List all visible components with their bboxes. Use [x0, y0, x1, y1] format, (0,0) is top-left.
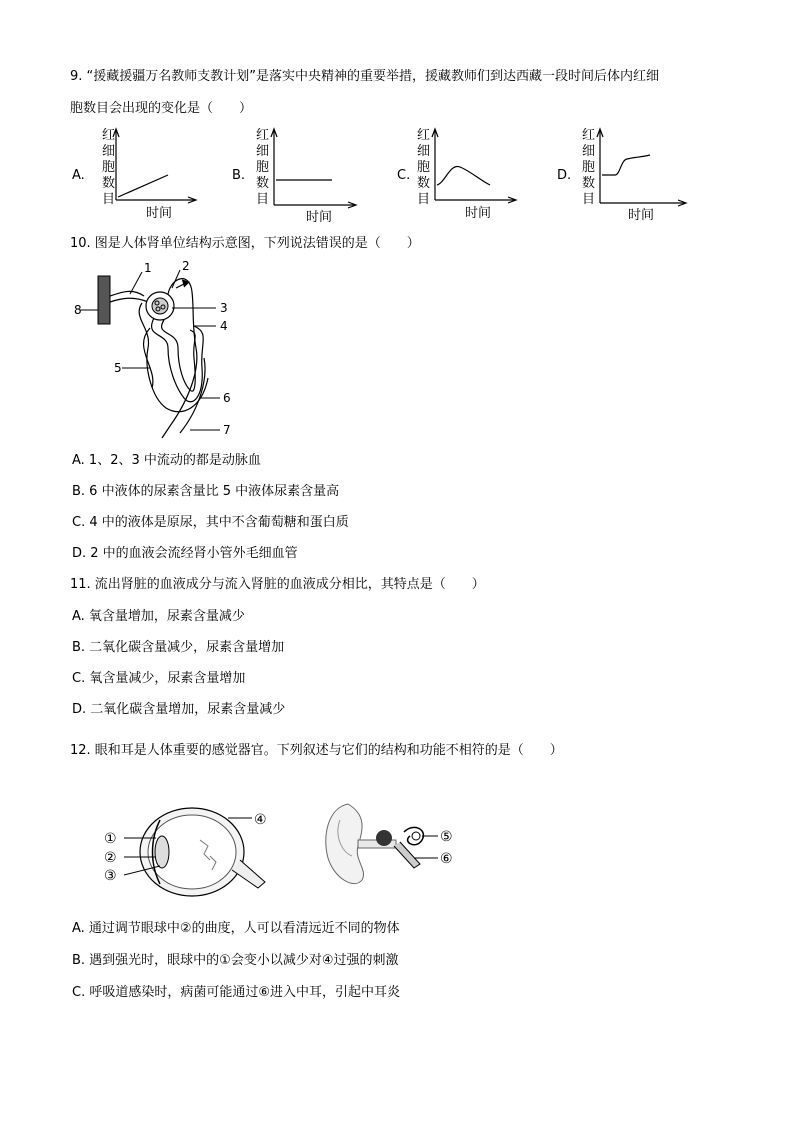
- q9-graph-d[interactable]: [555, 125, 715, 225]
- q12-stem: 12. 眼和耳是人体重要的感觉器官。下列叙述与它们的结构和功能不相符的是（ ）: [70, 743, 563, 758]
- svg-text:时间: 时间: [628, 208, 655, 223]
- label-1: 1: [144, 261, 152, 275]
- q9-graph-a[interactable]: [70, 125, 220, 225]
- option-label: D.: [557, 168, 572, 183]
- q11-option-b[interactable]: B. 二氧化碳含量减少，尿素含量增加: [72, 640, 285, 655]
- svg-text:时间: 时间: [306, 210, 333, 225]
- svg-text:胞: 胞: [417, 160, 431, 175]
- svg-text:数: 数: [102, 176, 116, 191]
- q11-option-c[interactable]: C. 氧含量减少，尿素含量增加: [72, 671, 246, 686]
- graph-chart: [70, 125, 220, 225]
- q10-option-c[interactable]: C. 4 中的液体是原尿，其中不含葡萄糖和蛋白质: [72, 515, 349, 530]
- q10-option-d[interactable]: D. 2 中的血液会流经肾小管外毛细血管: [72, 546, 298, 561]
- graph-chart: [230, 125, 380, 225]
- svg-text:红: 红: [256, 128, 270, 143]
- eye-label-1: ①: [104, 831, 117, 847]
- label-8: 8: [74, 303, 82, 317]
- q9-stem-line2: 胞数目会出现的变化是（ ）: [70, 101, 253, 116]
- svg-text:红: 红: [417, 128, 431, 143]
- option-label: B.: [232, 168, 246, 183]
- nephron-diagram: [72, 258, 252, 443]
- q10-option-a[interactable]: A. 1、2、3 中流动的都是动脉血: [72, 453, 261, 468]
- svg-text:红: 红: [102, 128, 116, 143]
- q11-stem: 11. 流出肾脏的血液成分与流入肾脏的血液成分相比，其特点是（ ）: [70, 577, 485, 592]
- svg-text:细: 细: [417, 144, 431, 159]
- svg-text:胞: 胞: [582, 160, 596, 175]
- eye-label-4: ④: [254, 812, 267, 828]
- svg-text:时间: 时间: [465, 206, 492, 221]
- q10-stem: 10. 图是人体肾单位结构示意图，下列说法错误的是（ ）: [70, 236, 420, 251]
- graph-chart: [395, 125, 545, 225]
- option-label: A.: [72, 168, 85, 183]
- svg-text:胞: 胞: [102, 160, 116, 175]
- q12-option-b[interactable]: B. 遇到强光时，眼球中的①会变小以减少对④过强的刺激: [72, 953, 399, 968]
- label-3: 3: [220, 301, 228, 315]
- eye-label-2: ②: [104, 850, 117, 866]
- svg-text:数: 数: [582, 176, 596, 191]
- svg-text:目: 目: [256, 192, 270, 207]
- ear-label-5: ⑤: [440, 829, 453, 845]
- q11-option-a[interactable]: A. 氧含量增加，尿素含量减少: [72, 609, 245, 624]
- eye-label-3: ③: [104, 868, 117, 884]
- graph-chart: [555, 125, 715, 225]
- q12-option-a[interactable]: A. 通过调节眼球中②的曲度，人可以看清远近不同的物体: [72, 921, 400, 936]
- ear-label-6: ⑥: [440, 851, 453, 867]
- label-4: 4: [220, 319, 228, 333]
- eye-diagram: [100, 800, 280, 900]
- ear-diagram: [318, 796, 478, 896]
- svg-text:细: 细: [256, 144, 270, 159]
- q12-option-c[interactable]: C. 呼吸道感染时，病菌可能通过⑥进入中耳，引起中耳炎: [72, 985, 400, 1000]
- svg-text:目: 目: [417, 192, 431, 207]
- q11-option-d[interactable]: D. 二氧化碳含量增加，尿素含量减少: [72, 702, 286, 717]
- svg-text:时间: 时间: [146, 206, 173, 221]
- svg-text:红: 红: [582, 128, 596, 143]
- q9-graph-b[interactable]: [230, 125, 380, 225]
- svg-text:细: 细: [102, 144, 116, 159]
- svg-text:胞: 胞: [256, 160, 270, 175]
- svg-text:细: 细: [582, 144, 596, 159]
- svg-text:数: 数: [417, 176, 431, 191]
- svg-text:数: 数: [256, 176, 270, 191]
- q10-option-b[interactable]: B. 6 中液体的尿素含量比 5 中液体尿素含量高: [72, 484, 340, 499]
- option-label: C.: [397, 168, 411, 183]
- q9-stem-line1: 9. “援藏援疆万名教师支教计划”是落实中央精神的重要举措，援藏教师们到达西藏一段时间后体内红细: [70, 69, 660, 84]
- svg-text:目: 目: [102, 192, 116, 207]
- label-2: 2: [182, 259, 190, 273]
- label-7: 7: [223, 423, 231, 437]
- label-6: 6: [223, 391, 231, 405]
- svg-text:目: 目: [582, 192, 596, 207]
- label-5: 5: [114, 361, 122, 375]
- q9-graph-c[interactable]: [395, 125, 545, 225]
